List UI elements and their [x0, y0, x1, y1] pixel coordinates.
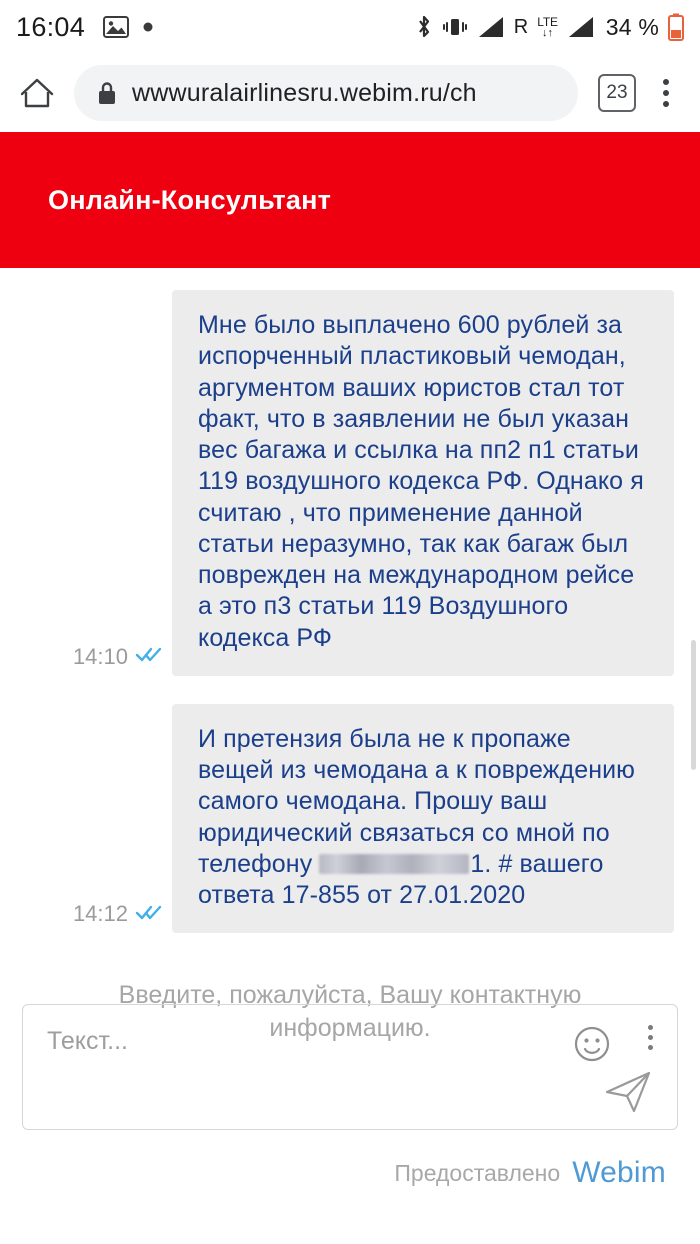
message-row	[26, 290, 674, 676]
status-system-icons	[415, 13, 684, 41]
message-row	[26, 704, 674, 934]
signal-icon	[477, 15, 505, 39]
browser-toolbar	[0, 54, 700, 132]
system-prompt-message: Введите, пожалуйста, Вашу контактную информацию.	[118, 981, 582, 1042]
message-meta	[73, 901, 162, 933]
signal2-icon	[567, 15, 595, 39]
message-text-before-redaction: И претензия была не к пропаже вещей из чемодана а к повреждению самого чемодана. Прошу ваш юридический связаться со мной по телефону	[198, 724, 636, 878]
message-bubble	[172, 704, 674, 934]
status-notification-icons	[103, 16, 153, 38]
roaming-icon: R	[513, 15, 529, 38]
lock-icon	[96, 80, 118, 106]
footer-provided-by-label: Предоставлено	[394, 1159, 561, 1186]
address-bar[interactable]	[74, 65, 578, 121]
status-bar	[0, 0, 700, 54]
page-title: Онлайн-Консультант	[48, 184, 332, 215]
scrollbar[interactable]	[691, 640, 696, 770]
dot-icon	[143, 22, 153, 32]
message-bubble: Мне было выплачено 600 рублей за испорченный пластиковый чемодан, аргументом ваших юристов стал тот факт, что в заявлении не был указан вес багажа и ссылка на пп2 п1 статьи 119 воздушного кодекса РФ. Однако я считаю , что применение данной статьи неразумно, так как багаж был поврежден на международном рейсе а это п3 статьи 119 Воздушного кодекса РФ	[172, 290, 674, 676]
composer-area	[0, 990, 700, 1130]
message-meta	[73, 644, 162, 676]
emoji-smiley-icon[interactable]	[573, 1025, 611, 1063]
redacted-phone-number	[319, 854, 469, 874]
message-timestamp: 14:12	[72, 901, 128, 927]
message-text-after-redaction: 1. # вашего ответа 17-855 от 27.01.2020	[198, 849, 604, 909]
message-input-box[interactable]	[22, 1004, 678, 1130]
message-timestamp: 14:10	[72, 643, 128, 669]
home-icon[interactable]	[14, 70, 60, 116]
double-check-icon	[136, 904, 162, 925]
composer-overflow-menu-icon[interactable]	[648, 1025, 653, 1050]
chat-header	[0, 132, 700, 268]
lte-icon	[537, 16, 558, 39]
send-paper-plane-icon[interactable]	[601, 1065, 655, 1119]
lte-label: LTE	[537, 14, 558, 29]
message-input-placeholder: Текст...	[47, 1027, 129, 1055]
battery-percent-label: 34 %	[605, 13, 659, 40]
battery-icon	[668, 13, 684, 41]
status-clock: 16:04	[16, 11, 86, 42]
image-icon	[103, 16, 129, 38]
lte-arrows: ↓↑	[542, 26, 553, 39]
bluetooth-icon	[415, 14, 433, 40]
vibrate-icon	[442, 16, 468, 38]
address-bar-url: wwwuralairlinesru.webim.ru/ch	[132, 78, 477, 107]
overflow-menu-icon[interactable]	[646, 79, 686, 107]
webim-logo: Webim	[572, 1156, 666, 1189]
double-check-icon	[136, 646, 162, 667]
tab-counter-button[interactable]: 23	[598, 74, 636, 112]
footer	[0, 1130, 700, 1190]
